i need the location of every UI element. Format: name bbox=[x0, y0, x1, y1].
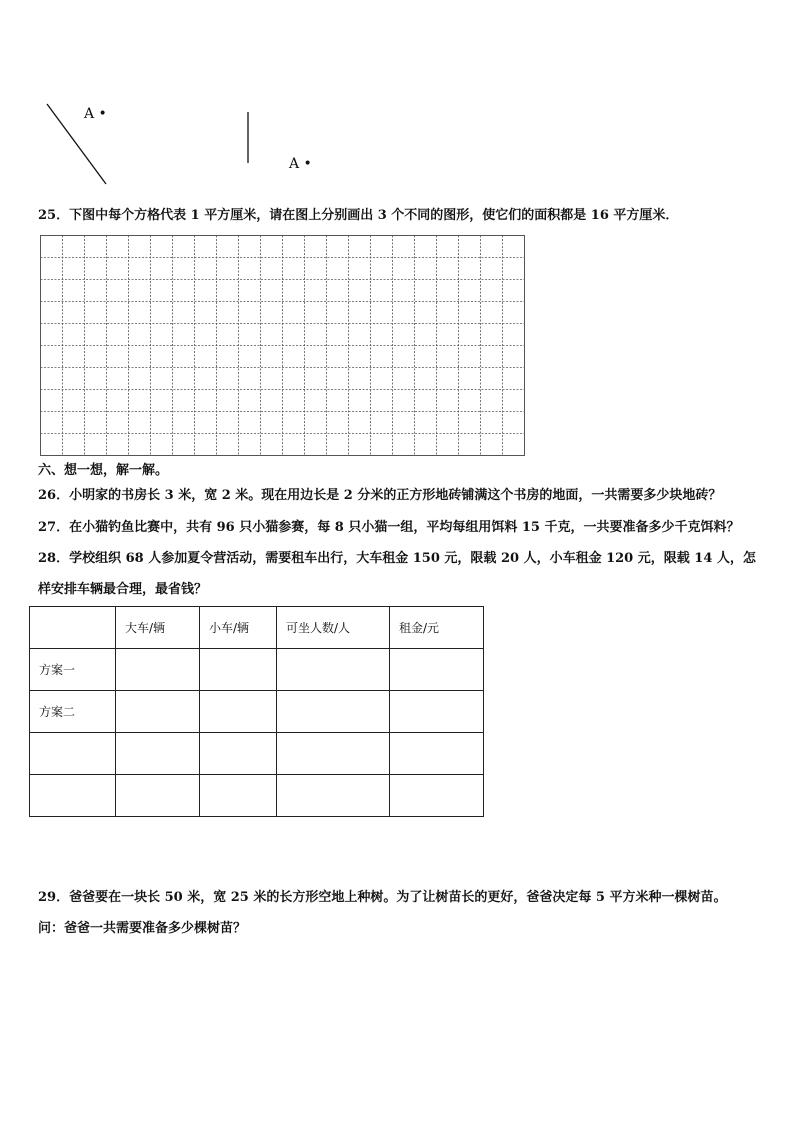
table-answer-cell[interactable] bbox=[390, 649, 484, 691]
table-row-label: 方案二 bbox=[30, 691, 116, 733]
table-header-cell: 小车/辆 bbox=[200, 607, 277, 649]
table-answer-cell[interactable] bbox=[277, 775, 390, 817]
square-grid[interactable] bbox=[40, 235, 526, 457]
question-27: 27．在小猫钓鱼比赛中，共有 96 只小猫参赛，每 8 只小猫一组，平均每组用饵料 15 千克，一共要准备多少千克饵料？ bbox=[38, 520, 740, 535]
table-row bbox=[30, 775, 484, 817]
table-row bbox=[30, 733, 484, 775]
table-answer-cell[interactable] bbox=[200, 649, 277, 691]
table-answer-cell[interactable] bbox=[200, 775, 277, 817]
table-answer-cell[interactable] bbox=[277, 649, 390, 691]
table-answer-cell[interactable] bbox=[116, 775, 200, 817]
table-header-cell bbox=[30, 607, 116, 649]
table-row bbox=[30, 649, 484, 691]
question-29-line-2: 问：爸爸一共需要准备多少棵树苗？ bbox=[38, 921, 247, 936]
table-answer-cell[interactable] bbox=[200, 733, 277, 775]
table-answer-cell[interactable] bbox=[277, 691, 390, 733]
table-row-label: 方案一 bbox=[30, 649, 116, 691]
section-heading: 六、想一想，解一解。 bbox=[38, 463, 169, 478]
question-26: 26．小明家的书房长 3 米，宽 2 米。现在用边长是 2 分米的正方形地砖铺满这个书房的地面，一共需要多少块地砖？ bbox=[38, 488, 722, 503]
table-header-cell: 大车/辆 bbox=[116, 607, 200, 649]
table-answer-cell[interactable] bbox=[390, 691, 484, 733]
table-answer-cell[interactable] bbox=[390, 775, 484, 817]
table-answer-cell[interactable] bbox=[116, 649, 200, 691]
table-answer-cell[interactable] bbox=[200, 691, 277, 733]
table-header-cell: 租金/元 bbox=[390, 607, 484, 649]
table-row-label bbox=[30, 733, 116, 775]
table-answer-cell[interactable] bbox=[390, 733, 484, 775]
table-answer-cell[interactable] bbox=[277, 733, 390, 775]
question-25: 25．下图中每个方格代表 1 平方厘米，请在图上分别画出 3 个不同的图形，使它们的面积都是 16 平方厘米． bbox=[38, 208, 679, 223]
point-a-left: A • bbox=[84, 106, 107, 122]
question-28-line-2: 样安排车辆最合理，最省钱？ bbox=[38, 582, 208, 597]
point-a-right: A • bbox=[289, 156, 312, 172]
table-header-cell: 可坐人数/人 bbox=[277, 607, 390, 649]
table-answer-cell[interactable] bbox=[116, 691, 200, 733]
table-row-label bbox=[30, 775, 116, 817]
table-header-row bbox=[30, 607, 484, 649]
question-29-line-1: 29．爸爸要在一块长 50 米，宽 25 米的长方形空地上种树。为了让树苗长的更好，爸爸决定每 5 平方米种一棵树苗。 bbox=[38, 890, 727, 905]
table-answer-cell[interactable] bbox=[116, 733, 200, 775]
question-28-line-1: 28．学校组织 68 人参加夏令营活动，需要租车出行，大车租金 150 元，限载 20 人，小车租金 120 元，限载 14 人，怎 bbox=[38, 551, 756, 566]
table-row bbox=[30, 691, 484, 733]
geometry-figure bbox=[0, 0, 794, 200]
plan-table bbox=[29, 606, 484, 817]
